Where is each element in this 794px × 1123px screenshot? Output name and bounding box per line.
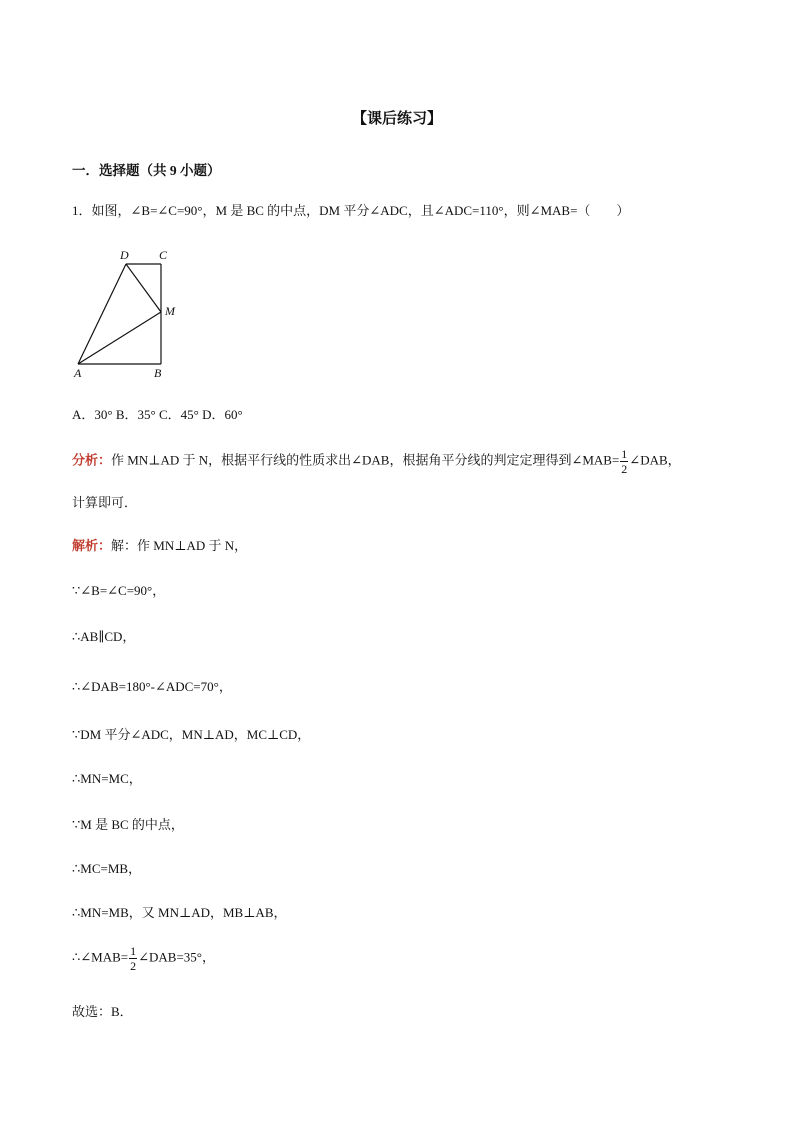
fraction-one-half [620,448,628,475]
fraction-denominator: 2 [621,462,628,476]
analysis-line-2: 计算即可． [72,495,138,510]
section-heading: 一．选择题（共 9 小题） [72,163,221,178]
solution-step: ∴MN=MB，又 MN⊥AD，MB⊥AB， [72,905,287,920]
final-prefix: ∴∠MAB= [72,949,129,965]
segment-dm [126,264,161,312]
question-text: 如图，∠B=∠C=90°，M 是 BC 的中点，DM 平分∠ADC，且∠ADC=110°，则∠MAB=（ ） [91,203,630,218]
solution-step: ∵∠B=∠C=90°， [72,583,166,598]
final-suffix: ∠DAB=35°， [138,949,215,965]
solution-step: ∴MC=MB， [72,861,142,876]
geometry-figure [68,245,188,383]
solution-step: ∴MN=MC， [72,771,142,786]
solution-step: ∵DM 平分∠ADC，MN⊥AD，MC⊥CD， [72,727,311,742]
solution-final [72,945,215,972]
analysis-text-after: ∠DAB， [629,452,681,468]
fraction-numerator: 1 [130,944,137,958]
solution-label: 解析： [72,538,112,553]
fraction-denominator: 2 [130,959,137,973]
fraction-one-half [129,945,137,972]
solution-step: ∵M 是 BC 的中点， [72,817,184,832]
analysis-label: 分析： [72,452,112,468]
analysis-text-before: 作 MN⊥AD 于 N，根据平行线的性质求出∠DAB，根据角平分线的判定定理得到∠MAB= [111,452,620,468]
fraction-numerator: 1 [621,447,628,461]
solution-step: ∴AB∥CD， [72,629,136,644]
analysis-line-1 [72,448,681,475]
question-number: 1． [72,203,92,218]
solution-first-line [72,537,247,555]
label-a: A [74,366,82,380]
label-d: D [120,248,129,262]
label-c: C [159,248,168,262]
solution-step: ∴∠DAB=180°-∠ADC=70°， [72,679,232,694]
solution-first: 解：作 MN⊥AD 于 N， [111,538,248,553]
page-title: 【课后练习】 [351,111,442,127]
answer-options: A．30° B．35° C．45° D．60° [72,407,243,422]
label-m: M [165,304,175,318]
question-1 [72,202,629,220]
final-answer: 故选：B． [72,1004,133,1019]
label-b: B [154,366,162,380]
